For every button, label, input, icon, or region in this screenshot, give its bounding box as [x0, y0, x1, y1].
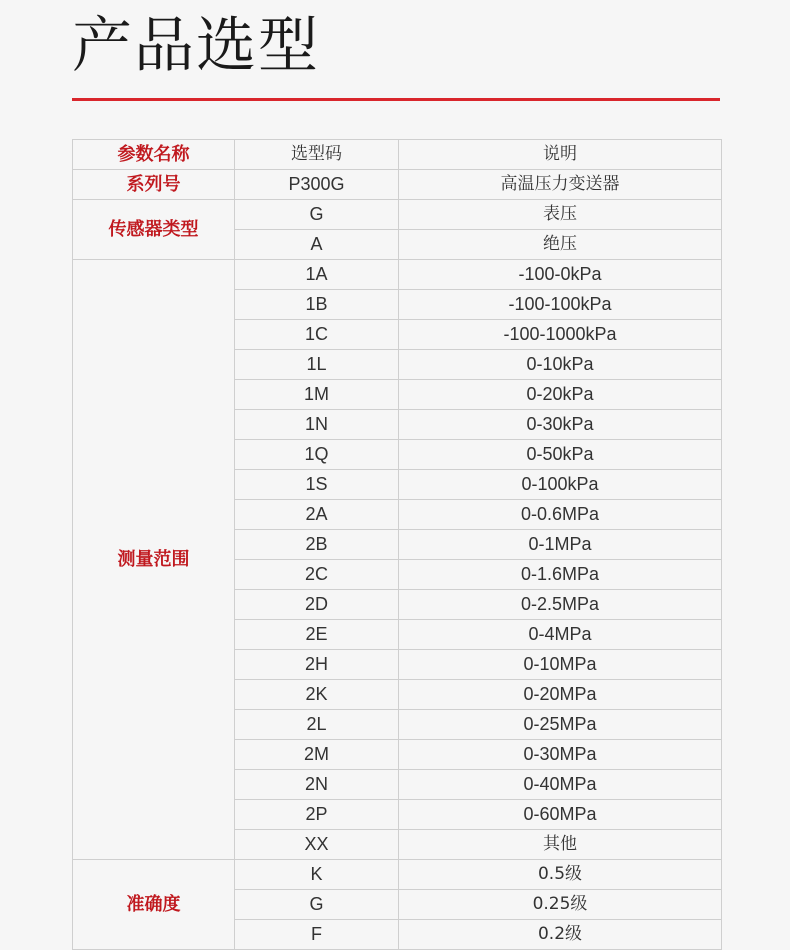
measuring-range-code: 2H — [235, 650, 399, 680]
sensor-type-code: A — [235, 230, 399, 260]
sensor-type-description: 表压 — [399, 200, 722, 230]
accuracy-description: 0.5级 — [399, 860, 722, 890]
measuring-range-code: 2L — [235, 710, 399, 740]
measuring-range-description: 0-1.6MPa — [399, 560, 722, 590]
measuring-range-code: XX — [235, 830, 399, 860]
series-code: P300G — [235, 170, 399, 200]
sensor-type-description: 绝压 — [399, 230, 722, 260]
measuring-range-code: 2D — [235, 590, 399, 620]
measuring-range-code: 1B — [235, 290, 399, 320]
header-code: 选型码 — [235, 140, 399, 170]
measuring-range-code: 1Q — [235, 440, 399, 470]
measuring-range-description: 0-30MPa — [399, 740, 722, 770]
measuring-range-description: 其他 — [399, 830, 722, 860]
measuring-range-description: 0-30kPa — [399, 410, 722, 440]
measuring-range-code: 2M — [235, 740, 399, 770]
measuring-range-code: 2K — [235, 680, 399, 710]
measuring-range-code: 2A — [235, 500, 399, 530]
series-param: 系列号 — [73, 170, 235, 200]
header-description: 说明 — [399, 140, 722, 170]
sensor-type-param: 传感器类型 — [73, 200, 235, 260]
accuracy-code: F — [235, 920, 399, 950]
measuring-range-description: 0-60MPa — [399, 800, 722, 830]
measuring-range-code: 1L — [235, 350, 399, 380]
accuracy-description: 0.25级 — [399, 890, 722, 920]
series-row — [73, 170, 722, 200]
accuracy-param: 准确度 — [73, 860, 235, 950]
measuring-range-code: 1C — [235, 320, 399, 350]
selection-table — [72, 139, 722, 950]
measuring-range-code: 2C — [235, 560, 399, 590]
measuring-range-code: 2P — [235, 800, 399, 830]
accuracy-code: K — [235, 860, 399, 890]
measuring-range-description: 0-0.6MPa — [399, 500, 722, 530]
page-title: 产品选型 — [72, 11, 320, 81]
measuring-range-code: 2N — [235, 770, 399, 800]
measuring-range-description: -100-100kPa — [399, 290, 722, 320]
measuring-range-description: 0-20MPa — [399, 680, 722, 710]
measuring-range-code: 1A — [235, 260, 399, 290]
measuring-range-description: 0-10MPa — [399, 650, 722, 680]
measuring-range-code: 1N — [235, 410, 399, 440]
measuring-range-description: 0-100kPa — [399, 470, 722, 500]
measuring-range-code: 2E — [235, 620, 399, 650]
sensor-type-code: G — [235, 200, 399, 230]
measuring-range-description: 0-10kPa — [399, 350, 722, 380]
accuracy-row — [73, 860, 722, 890]
selection-table-body — [73, 140, 722, 950]
measuring-range-code: 2B — [235, 530, 399, 560]
measuring-range-code: 1M — [235, 380, 399, 410]
measuring-range-description: 0-40MPa — [399, 770, 722, 800]
series-description: 高温压力变送器 — [399, 170, 722, 200]
accuracy-description: 0.2级 — [399, 920, 722, 950]
measuring-range-code: 1S — [235, 470, 399, 500]
header-param-name: 参数名称 — [73, 140, 235, 170]
measuring-range-description: 0-2.5MPa — [399, 590, 722, 620]
measuring-range-description: -100-1000kPa — [399, 320, 722, 350]
measuring-range-description: -100-0kPa — [399, 260, 722, 290]
accuracy-code: G — [235, 890, 399, 920]
title-divider — [72, 98, 720, 101]
measuring-range-description: 0-25MPa — [399, 710, 722, 740]
measuring-range-row — [73, 260, 722, 290]
measuring-range-description: 0-50kPa — [399, 440, 722, 470]
measuring-range-description: 0-4MPa — [399, 620, 722, 650]
table-header-row — [73, 140, 722, 170]
measuring-range-description: 0-20kPa — [399, 380, 722, 410]
measuring-range-param: 测量范围 — [73, 260, 235, 860]
measuring-range-description: 0-1MPa — [399, 530, 722, 560]
sensor-type-row — [73, 200, 722, 230]
